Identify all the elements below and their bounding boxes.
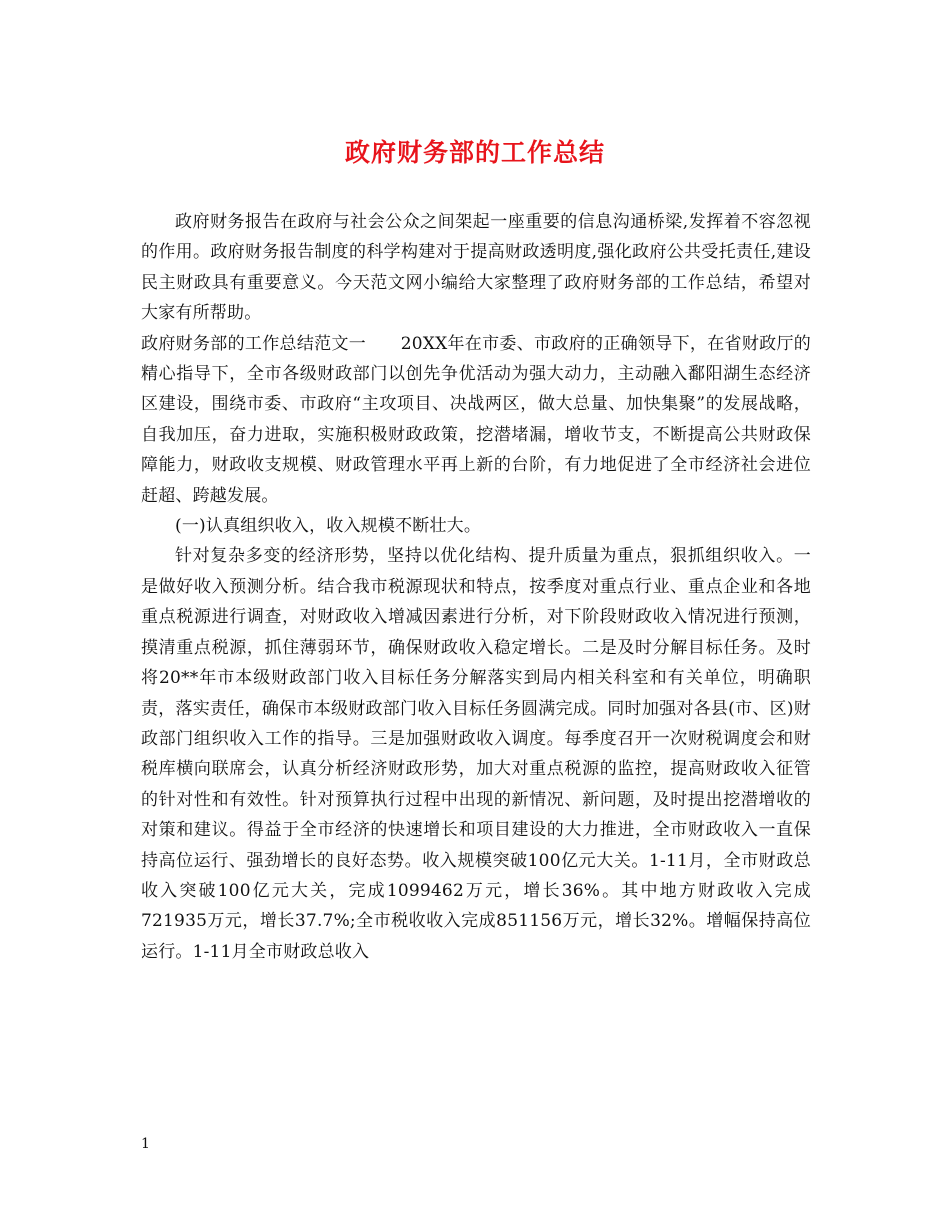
document-body (141, 207, 811, 967)
page-number: 1 (141, 1136, 150, 1152)
paragraph-intro: 政府财务报告在政府与社会公众之间架起一座重要的信息沟通桥梁,发挥着不容忽视的作用。政府财务报告制度的科学构建对于提高财政透明度,强化政府公共受托责任,建设民主财政具有重要意义。今天范文网小编给大家整理了政府财务部的工作总结，希望对大家有所帮助。 (141, 212, 811, 324)
section-heading-1: (一)认真组织收入，收入规模不断壮大。 (175, 516, 482, 537)
document-title: 政府财务部的工作总结 (344, 138, 605, 167)
paragraph-summary: 政府财务部的工作总结范文一 20XX年在市委、市政府的正确领导下，在省财政厅的精心指导下，全市各级财政部门以创先争优活动为强大动力，主动融入鄱阳湖生态经济区建设，围绕市委、市政府“主攻项目、决战两区，做大总量、加快集聚”的发展战略，自我加压，奋力进取，实施积极财政政策，挖潜堵漏，增收节支，不断提高公共财政保障能力，财政收支规模、财政管理水平再上新的台阶，有力地促进了全市经济社会进位赶超、跨越发展。 (141, 333, 811, 506)
paragraph-revenue: 针对复杂多变的经济形势，坚持以优化结构、提升质量为重点，狠抓组织收入。一是做好收入预测分析。结合我市税源现状和特点，按季度对重点行业、重点企业和各地重点税源进行调查，对财政收入增减因素进行分析，对下阶段财政收入情况进行预测，摸清重点税源，抓住薄弱环节，确保财政收入稳定增长。二是及时分解目标任务。及时将20**年市本级财政部门收入目标任务分解落实到局内相关科室和有关单位，明确职责，落实责任，确保市本级财政部门收入目标任务圆满完成。同时加强对各县(市、区)财政部门组织收入工作的指导。三是加强财政收入调度。每季度召开一次财税调度会和财税库横向联席会，认真分析经济财政形势，加大对重点税源的监控，提高财政收入征管的针对性和有效性。针对预算执行过程中出现的新情况、新问题，及时提出挖潜增收的对策和建议。得益于全市经济的快速增长和项目建设的大力推进，全市财政收入一直保持高位运行、强劲增长的良好态势。收入规模突破100亿元大关。1-11月，全市财政总收入突破100亿元大关，完成1099462万元，增长36%。其中地方财政收入完成721935万元，增长37.7%;全市税收收入完成851156万元，增长32%。增幅保持高位运行。1-11月全市财政总收入 (141, 546, 811, 962)
